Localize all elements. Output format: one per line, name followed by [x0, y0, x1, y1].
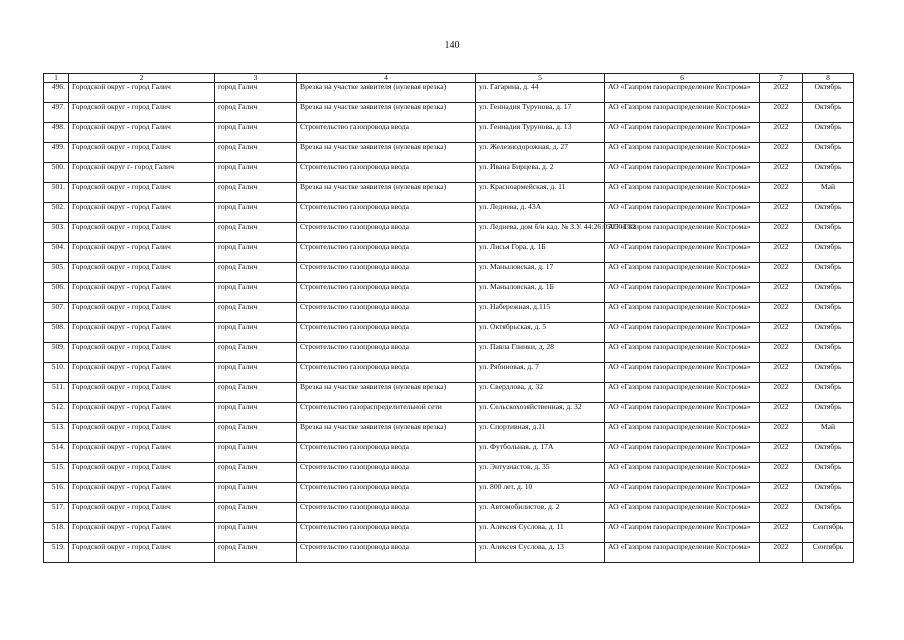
row-number: 512.	[44, 403, 69, 423]
row-number: 516.	[44, 483, 69, 503]
row-number: 513.	[44, 423, 69, 443]
table-body	[44, 83, 854, 563]
work-type-cell: Строительство газопровода ввода	[297, 263, 476, 283]
gasification-schedule-table	[43, 73, 854, 563]
municipality-cell: Городской округ - город Галич	[69, 143, 215, 163]
column-header: 8	[803, 74, 854, 83]
table-row	[44, 203, 854, 223]
column-header: 1	[44, 74, 69, 83]
month-cell: Октябрь	[803, 483, 854, 503]
address-cell: ул. Леднева, д. 43А	[476, 203, 605, 223]
address-cell: ул. Маныловская, д. 1Б	[476, 283, 605, 303]
municipality-cell: Городской округ - город Галич	[69, 83, 215, 103]
month-cell: Сентябрь	[803, 523, 854, 543]
settlement-cell: город Галич	[215, 243, 297, 263]
row-number: 498.	[44, 123, 69, 143]
year-cell: 2022	[760, 363, 803, 383]
organization-cell: АО «Газпром газораспределение Кострома»	[605, 243, 760, 263]
month-cell: Октябрь	[803, 343, 854, 363]
work-type-cell: Врезка на участке заявителя (нулевая врезка)	[297, 183, 476, 203]
year-cell: 2022	[760, 243, 803, 263]
table-row	[44, 403, 854, 423]
table-row	[44, 363, 854, 383]
month-cell: Октябрь	[803, 363, 854, 383]
address-cell: ул. Набережная, д.115	[476, 303, 605, 323]
column-header: 5	[476, 74, 605, 83]
work-type-cell: Строительство газопровода ввода	[297, 343, 476, 363]
work-type-cell: Строительство газопровода ввода	[297, 243, 476, 263]
year-cell: 2022	[760, 543, 803, 563]
row-number: 497.	[44, 103, 69, 123]
month-cell: Октябрь	[803, 123, 854, 143]
row-number: 509.	[44, 343, 69, 363]
organization-cell: АО «Газпром газораспределение Кострома»	[605, 123, 760, 143]
municipality-cell: Городской округ - город Галич	[69, 283, 215, 303]
table-row	[44, 483, 854, 503]
settlement-cell: город Галич	[215, 183, 297, 203]
organization-cell: АО «Газпром газораспределение Кострома»	[605, 403, 760, 423]
address-cell: ул. Железнодорожная, д. 27	[476, 143, 605, 163]
settlement-cell: город Галич	[215, 83, 297, 103]
work-type-cell: Врезка на участке заявителя (нулевая врезка)	[297, 83, 476, 103]
column-header: 3	[215, 74, 297, 83]
table-row	[44, 343, 854, 363]
row-number: 500.	[44, 163, 69, 183]
settlement-cell: город Галич	[215, 403, 297, 423]
organization-cell: АО «Газпром газораспределение Кострома»	[605, 543, 760, 563]
organization-cell: АО «Газпром газораспределение Кострома»	[605, 383, 760, 403]
row-number: 514.	[44, 443, 69, 463]
organization-cell: АО «Газпром газораспределение Кострома»	[605, 303, 760, 323]
work-type-cell: Строительство газопровода ввода	[297, 503, 476, 523]
settlement-cell: город Галич	[215, 463, 297, 483]
month-cell: Октябрь	[803, 443, 854, 463]
month-cell: Октябрь	[803, 103, 854, 123]
settlement-cell: город Галич	[215, 363, 297, 383]
settlement-cell: город Галич	[215, 523, 297, 543]
row-number: 503.	[44, 223, 69, 243]
month-cell: Октябрь	[803, 283, 854, 303]
municipality-cell: Городской округ - город Галич	[69, 263, 215, 283]
year-cell: 2022	[760, 143, 803, 163]
month-cell: Октябрь	[803, 243, 854, 263]
year-cell: 2022	[760, 223, 803, 243]
organization-cell: АО «Газпром газораспределение Кострома»	[605, 263, 760, 283]
row-number: 496.	[44, 83, 69, 103]
year-cell: 2022	[760, 183, 803, 203]
settlement-cell: город Галич	[215, 383, 297, 403]
table-row	[44, 423, 854, 443]
work-type-cell: Строительство газопровода ввода	[297, 283, 476, 303]
settlement-cell: город Галич	[215, 123, 297, 143]
row-number: 501.	[44, 183, 69, 203]
municipality-cell: Городской округ - город Галич	[69, 303, 215, 323]
municipality-cell: Городской округ - город Галич	[69, 443, 215, 463]
settlement-cell: город Галич	[215, 323, 297, 343]
settlement-cell: город Галич	[215, 543, 297, 563]
column-header: 6	[605, 74, 760, 83]
year-cell: 2022	[760, 103, 803, 123]
year-cell: 2022	[760, 323, 803, 343]
month-cell: Октябрь	[803, 143, 854, 163]
settlement-cell: город Галич	[215, 203, 297, 223]
table-row	[44, 543, 854, 563]
table-row	[44, 143, 854, 163]
work-type-cell: Строительство газопровода ввода	[297, 323, 476, 343]
address-cell: ул. Геннадия Турунова, д. 17	[476, 103, 605, 123]
municipality-cell: Городской округ - город Галич	[69, 543, 215, 563]
municipality-cell: Городской округ - город Галич	[69, 243, 215, 263]
row-number: 502.	[44, 203, 69, 223]
address-cell: ул. Геннадия Турунова, д. 13	[476, 123, 605, 143]
month-cell: Май	[803, 423, 854, 443]
row-number: 517.	[44, 503, 69, 523]
municipality-cell: Городской округ - город Галич	[69, 403, 215, 423]
table-row	[44, 223, 854, 243]
address-cell: ул. Автомобилистов, д. 2	[476, 503, 605, 523]
year-cell: 2022	[760, 463, 803, 483]
column-header: 4	[297, 74, 476, 83]
organization-cell: АО «Газпром газораспределение Кострома»	[605, 343, 760, 363]
row-number: 511.	[44, 383, 69, 403]
table-row	[44, 303, 854, 323]
work-type-cell: Строительство газопровода ввода	[297, 443, 476, 463]
settlement-cell: город Галич	[215, 103, 297, 123]
work-type-cell: Строительство газопровода ввода	[297, 163, 476, 183]
table-row	[44, 443, 854, 463]
organization-cell: АО «Газпром газораспределение Кострома»	[605, 423, 760, 443]
municipality-cell: Городской округ - город Галич	[69, 343, 215, 363]
address-cell: ул. Павла Глинки, д. 28	[476, 343, 605, 363]
address-cell: ул. Энтузиастов, д. 35	[476, 463, 605, 483]
month-cell: Октябрь	[803, 303, 854, 323]
work-type-cell: Строительство газопровода ввода	[297, 463, 476, 483]
address-cell: ул. Ивана Бирцева, д. 2	[476, 163, 605, 183]
month-cell: Октябрь	[803, 503, 854, 523]
row-number: 519.	[44, 543, 69, 563]
settlement-cell: город Галич	[215, 223, 297, 243]
municipality-cell: Городской округ г- город Галич	[69, 163, 215, 183]
row-number: 499.	[44, 143, 69, 163]
organization-cell: АО «Газпром газораспределение Кострома»	[605, 463, 760, 483]
row-number: 515.	[44, 463, 69, 483]
table-row	[44, 163, 854, 183]
table-row	[44, 183, 854, 203]
address-cell: ул. Футбольная, д. 17А	[476, 443, 605, 463]
settlement-cell: город Галич	[215, 303, 297, 323]
month-cell: Октябрь	[803, 163, 854, 183]
work-type-cell: Строительство газопровода ввода	[297, 303, 476, 323]
address-cell: ул. Красноармейская, д. 11	[476, 183, 605, 203]
address-cell: ул. 800 лет, д. 10	[476, 483, 605, 503]
row-number: 508.	[44, 323, 69, 343]
address-cell: ул. Гагарина, д. 44	[476, 83, 605, 103]
settlement-cell: город Галич	[215, 443, 297, 463]
month-cell: Май	[803, 183, 854, 203]
municipality-cell: Городской округ - город Галич	[69, 183, 215, 203]
organization-cell: АО «Газпром газораспределение Кострома»	[605, 363, 760, 383]
year-cell: 2022	[760, 483, 803, 503]
settlement-cell: город Галич	[215, 483, 297, 503]
settlement-cell: город Галич	[215, 283, 297, 303]
year-cell: 2022	[760, 283, 803, 303]
work-type-cell: Врезка на участке заявителя (нулевая врезка)	[297, 103, 476, 123]
month-cell: Октябрь	[803, 403, 854, 423]
row-number: 506.	[44, 283, 69, 303]
municipality-cell: Городской округ - город Галич	[69, 203, 215, 223]
municipality-cell: Городской округ - город Галич	[69, 123, 215, 143]
work-type-cell: Строительство газопровода ввода	[297, 123, 476, 143]
year-cell: 2022	[760, 503, 803, 523]
address-cell: ул. Лисья Гора, д. 1Б	[476, 243, 605, 263]
row-number: 510.	[44, 363, 69, 383]
organization-cell: АО «Газпром газораспределение Кострома»	[605, 523, 760, 543]
table-row	[44, 283, 854, 303]
organization-cell: АО «Газпром газораспределение Кострома»	[605, 103, 760, 123]
year-cell: 2022	[760, 403, 803, 423]
year-cell: 2022	[760, 523, 803, 543]
year-cell: 2022	[760, 383, 803, 403]
work-type-cell: Строительство газопровода ввода	[297, 223, 476, 243]
year-cell: 2022	[760, 123, 803, 143]
column-header: 7	[760, 74, 803, 83]
table-row	[44, 323, 854, 343]
month-cell: Октябрь	[803, 263, 854, 283]
month-cell: Октябрь	[803, 383, 854, 403]
organization-cell: АО «Газпром газораспределение Кострома»	[605, 323, 760, 343]
table-row	[44, 263, 854, 283]
address-cell: ул. Алексея Суслова, д. 11	[476, 523, 605, 543]
table-row	[44, 503, 854, 523]
municipality-cell: Городской округ - город Галич	[69, 363, 215, 383]
address-cell: ул. Сельскохозяйственная, д. 32	[476, 403, 605, 423]
municipality-cell: Городской округ - город Галич	[69, 503, 215, 523]
year-cell: 2022	[760, 83, 803, 103]
row-number: 505.	[44, 263, 69, 283]
work-type-cell: Врезка на участке заявителя (нулевая врезка)	[297, 383, 476, 403]
table-row	[44, 243, 854, 263]
organization-cell: АО «Газпром газораспределение Кострома»	[605, 223, 760, 243]
organization-cell: АО «Газпром газораспределение Кострома»	[605, 503, 760, 523]
table-row	[44, 123, 854, 143]
work-type-cell: Строительство газопровода ввода	[297, 483, 476, 503]
work-type-cell: Строительство газопровода ввода	[297, 523, 476, 543]
column-header: 2	[69, 74, 215, 83]
month-cell: Октябрь	[803, 463, 854, 483]
municipality-cell: Городской округ - город Галич	[69, 463, 215, 483]
settlement-cell: город Галич	[215, 423, 297, 443]
organization-cell: АО «Газпром газораспределение Кострома»	[605, 143, 760, 163]
month-cell: Октябрь	[803, 223, 854, 243]
address-cell: ул. Октябрьская, д. 5	[476, 323, 605, 343]
table-row	[44, 523, 854, 543]
address-cell: ул. Леднева, дом б/н кад. № З.У. 44:26:050501:82	[476, 223, 605, 243]
settlement-cell: город Галич	[215, 263, 297, 283]
address-cell: ул. Маныловская, д. 17	[476, 263, 605, 283]
month-cell: Октябрь	[803, 323, 854, 343]
work-type-cell: Строительство газораспределительной сети	[297, 403, 476, 423]
year-cell: 2022	[760, 203, 803, 223]
address-cell: ул. Алексея Суслова, д. 13	[476, 543, 605, 563]
municipality-cell: Городской округ - город Галич	[69, 323, 215, 343]
municipality-cell: Городской округ - город Галич	[69, 223, 215, 243]
work-type-cell: Строительство газопровода ввода	[297, 203, 476, 223]
municipality-cell: Городской округ - город Галич	[69, 523, 215, 543]
municipality-cell: Городской округ - город Галич	[69, 483, 215, 503]
row-number: 507.	[44, 303, 69, 323]
work-type-cell: Врезка на участке заявителя (нулевая врезка)	[297, 143, 476, 163]
year-cell: 2022	[760, 443, 803, 463]
table-row	[44, 83, 854, 103]
month-cell: Сентябрь	[803, 543, 854, 563]
municipality-cell: Городской округ - город Галич	[69, 103, 215, 123]
address-cell: ул. Рябиновая, д. 7	[476, 363, 605, 383]
year-cell: 2022	[760, 163, 803, 183]
organization-cell: АО «Газпром газораспределение Кострома»	[605, 483, 760, 503]
month-cell: Октябрь	[803, 203, 854, 223]
table-row	[44, 383, 854, 403]
settlement-cell: город Галич	[215, 503, 297, 523]
work-type-cell: Врезка на участке заявителя (нулевая врезка)	[297, 423, 476, 443]
organization-cell: АО «Газпром газораспределение Кострома»	[605, 443, 760, 463]
organization-cell: АО «Газпром газораспределение Кострома»	[605, 163, 760, 183]
row-number: 504.	[44, 243, 69, 263]
work-type-cell: Строительство газопровода ввода	[297, 543, 476, 563]
settlement-cell: город Галич	[215, 343, 297, 363]
page-number: 140	[444, 40, 460, 51]
municipality-cell: Городской округ - город Галич	[69, 423, 215, 443]
table-row	[44, 463, 854, 483]
settlement-cell: город Галич	[215, 143, 297, 163]
settlement-cell: город Галич	[215, 163, 297, 183]
organization-cell: АО «Газпром газораспределение Кострома»	[605, 83, 760, 103]
organization-cell: АО «Газпром газораспределение Кострома»	[605, 203, 760, 223]
work-type-cell: Строительство газопровода ввода	[297, 363, 476, 383]
year-cell: 2022	[760, 343, 803, 363]
month-cell: Октябрь	[803, 83, 854, 103]
organization-cell: АО «Газпром газораспределение Кострома»	[605, 283, 760, 303]
municipality-cell: Городской округ - город Галич	[69, 383, 215, 403]
year-cell: 2022	[760, 423, 803, 443]
year-cell: 2022	[760, 303, 803, 323]
year-cell: 2022	[760, 263, 803, 283]
table-row	[44, 103, 854, 123]
organization-cell: АО «Газпром газораспределение Кострома»	[605, 183, 760, 203]
address-cell: ул. Спортивная, д.11	[476, 423, 605, 443]
address-cell: ул. Свердлова, д. 32	[476, 383, 605, 403]
row-number: 518.	[44, 523, 69, 543]
